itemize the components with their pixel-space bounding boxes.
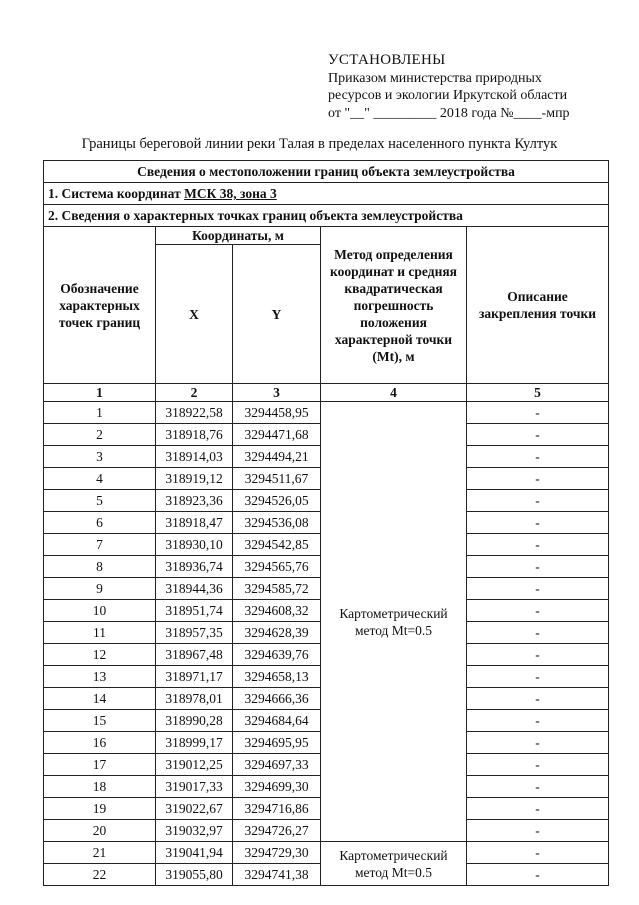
point-y: 3294729,30: [233, 842, 321, 864]
point-y: 3294726,27: [233, 820, 321, 842]
approval-heading: УСТАНОВЛЕНЫ: [328, 52, 446, 68]
point-y: 3294585,72: [233, 578, 321, 600]
document-title: Границы береговой линии реки Талая в пределах населенного пункта Култук: [81, 136, 558, 152]
point-x: 318957,35: [156, 622, 233, 644]
point-description: -: [467, 600, 609, 622]
point-description: -: [467, 446, 609, 468]
point-description: -: [467, 534, 609, 556]
point-x: 318971,17: [156, 666, 233, 688]
point-x: 318990,28: [156, 710, 233, 732]
point-x: 318919,12: [156, 468, 233, 490]
point-number: 7: [44, 534, 156, 556]
column-numbers-row: [44, 384, 609, 402]
point-number: 12: [44, 644, 156, 666]
point-y: 3294639,76: [233, 644, 321, 666]
point-description: -: [467, 512, 609, 534]
method-cell: Картометрический метод Mt=0.5: [321, 842, 467, 886]
header-designation: Обозначение характерных точек границ: [44, 227, 156, 384]
point-number: 20: [44, 820, 156, 842]
point-y: 3294699,30: [233, 776, 321, 798]
point-number: 5: [44, 490, 156, 512]
point-description: -: [467, 490, 609, 512]
coord-system-value: МСК 38, зона 3: [184, 186, 277, 201]
point-description: -: [467, 798, 609, 820]
point-description: -: [467, 864, 609, 886]
header-y: Y: [233, 245, 321, 384]
column-number: 1: [44, 384, 156, 402]
point-x: 319017,33: [156, 776, 233, 798]
point-description: -: [467, 688, 609, 710]
point-number: 22: [44, 864, 156, 886]
point-description: -: [467, 578, 609, 600]
point-number: 8: [44, 556, 156, 578]
approval-block: [328, 52, 570, 122]
point-x: 318951,74: [156, 600, 233, 622]
coord-system-row: [44, 183, 609, 205]
point-description: -: [467, 842, 609, 864]
column-number: 3: [233, 384, 321, 402]
point-y: 3294536,08: [233, 512, 321, 534]
header-description: Описание закрепления точки: [467, 227, 609, 384]
point-y: 3294565,76: [233, 556, 321, 578]
point-x: 319055,80: [156, 864, 233, 886]
point-number: 21: [44, 842, 156, 864]
point-number: 10: [44, 600, 156, 622]
point-y: 3294628,39: [233, 622, 321, 644]
point-description: -: [467, 732, 609, 754]
point-number: 6: [44, 512, 156, 534]
point-number: 17: [44, 754, 156, 776]
point-y: 3294458,95: [233, 402, 321, 424]
point-x: 319032,97: [156, 820, 233, 842]
point-number: 3: [44, 446, 156, 468]
point-description: -: [467, 666, 609, 688]
point-y: 3294608,32: [233, 600, 321, 622]
point-number: 18: [44, 776, 156, 798]
boundary-table: [43, 160, 609, 886]
point-description: -: [467, 622, 609, 644]
point-description: -: [467, 556, 609, 578]
point-description: -: [467, 754, 609, 776]
point-x: 318999,17: [156, 732, 233, 754]
point-x: 318936,74: [156, 556, 233, 578]
point-x: 318914,03: [156, 446, 233, 468]
approval-line-2: ресурсов и экологии Иркутской области: [328, 88, 568, 103]
section-title: Сведения о местоположении границ объекта землеустройства: [44, 161, 609, 183]
point-x: 318930,10: [156, 534, 233, 556]
point-number: 16: [44, 732, 156, 754]
point-x: 319041,94: [156, 842, 233, 864]
header-coordinates: Координаты, м: [156, 227, 321, 245]
point-y: 3294526,05: [233, 490, 321, 512]
point-y: 3294471,68: [233, 424, 321, 446]
header-method: Метод определения координат и средняя квадратическая погрешность положения характерной точки (Mt), м: [321, 227, 467, 384]
point-description: -: [467, 468, 609, 490]
approval-line-3: от "__" _________ 2018 года №____-мпр: [328, 105, 570, 121]
point-y: 3294494,21: [233, 446, 321, 468]
point-x: 318918,47: [156, 512, 233, 534]
point-description: -: [467, 644, 609, 666]
point-x: 318944,36: [156, 578, 233, 600]
points-section-title: 2. Сведения о характерных точках границ объекта землеустройства: [44, 205, 609, 227]
header-x: X: [156, 245, 233, 384]
point-description: -: [467, 424, 609, 446]
point-number: 14: [44, 688, 156, 710]
point-description: -: [467, 776, 609, 798]
point-y: 3294684,64: [233, 710, 321, 732]
point-number: 19: [44, 798, 156, 820]
point-y: 3294542,85: [233, 534, 321, 556]
point-number: 11: [44, 622, 156, 644]
column-number: 5: [467, 384, 609, 402]
point-x: 318922,58: [156, 402, 233, 424]
point-y: 3294666,36: [233, 688, 321, 710]
point-x: 318918,76: [156, 424, 233, 446]
column-number: 2: [156, 384, 233, 402]
point-y: 3294658,13: [233, 666, 321, 688]
point-y: 3294695,95: [233, 732, 321, 754]
point-number: 13: [44, 666, 156, 688]
point-number: 4: [44, 468, 156, 490]
table-row: [44, 402, 609, 424]
point-y: 3294697,33: [233, 754, 321, 776]
point-y: 3294741,38: [233, 864, 321, 886]
point-x: 319012,25: [156, 754, 233, 776]
point-x: 318967,48: [156, 644, 233, 666]
point-number: 2: [44, 424, 156, 446]
point-number: 1: [44, 402, 156, 424]
point-y: 3294511,67: [233, 468, 321, 490]
point-x: 318923,36: [156, 490, 233, 512]
coord-system-label: 1. Система координат: [48, 186, 185, 201]
point-number: 15: [44, 710, 156, 732]
point-description: -: [467, 710, 609, 732]
point-description: -: [467, 820, 609, 842]
table-row: [44, 842, 609, 864]
column-number: 4: [321, 384, 467, 402]
point-number: 9: [44, 578, 156, 600]
approval-line-1: Приказом министерства природных: [328, 70, 542, 86]
point-x: 319022,67: [156, 798, 233, 820]
point-x: 318978,01: [156, 688, 233, 710]
method-cell: Картометрический метод Mt=0.5: [321, 402, 467, 842]
point-y: 3294716,86: [233, 798, 321, 820]
point-description: -: [467, 402, 609, 424]
